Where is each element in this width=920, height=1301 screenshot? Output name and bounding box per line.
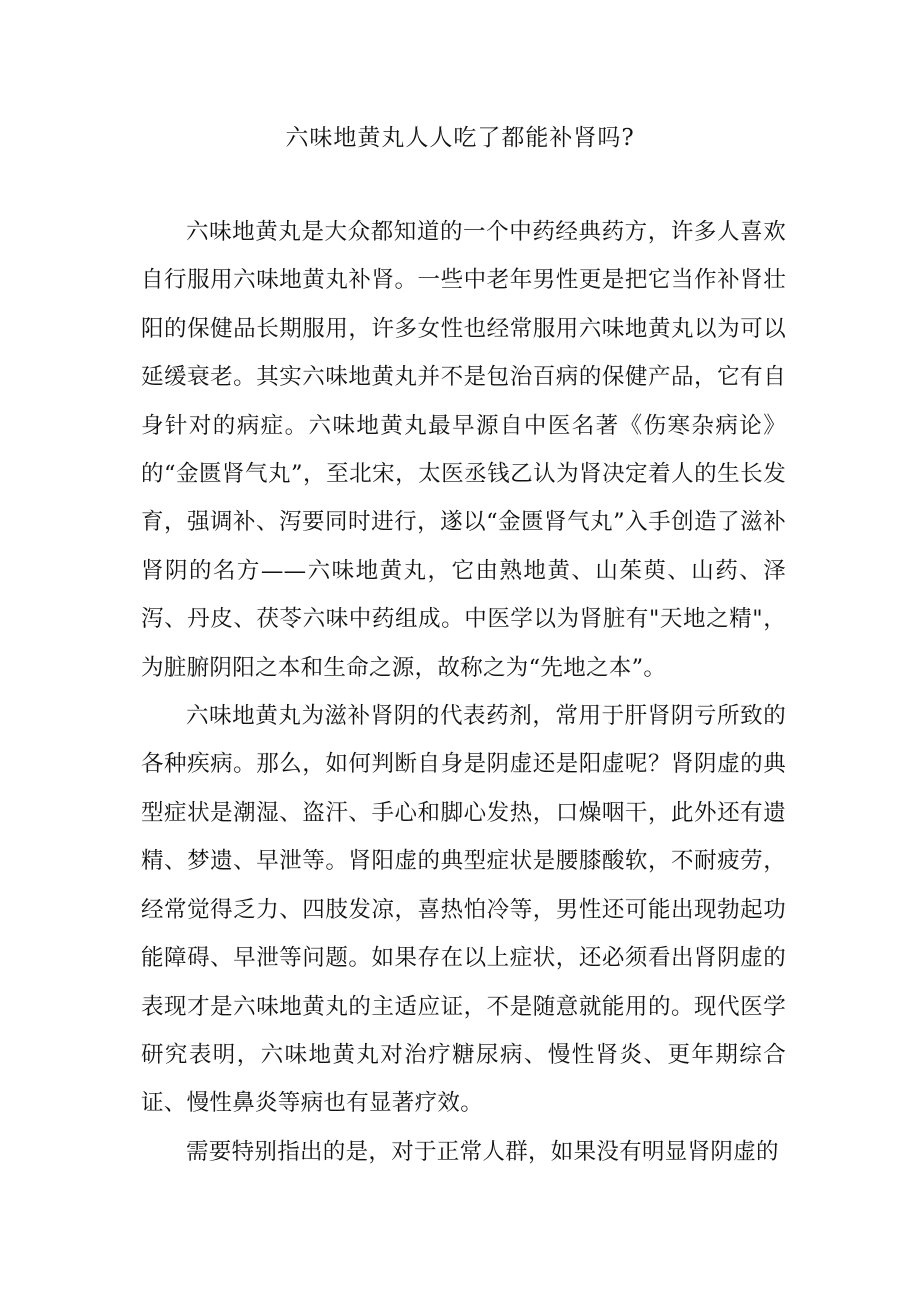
- article-body: [141, 208, 786, 1176]
- paragraph-1: 六味地黄丸是大众都知道的一个中药经典药方，许多人喜欢自行服用六味地黄丸补肾。一些中老年男性更是把它当作补肾壮阳的保健品长期服用，许多女性也经常服用六味地黄丸以为可以延缓衰老。其实六味地黄丸并不是包治百病的保健产品，它有自身针对的病症。六味地黄丸最早源自中医名著《伤寒杂病论》的“金匮肾气丸”，至北宋，太医丞钱乙认为肾决定着人的生长发育，强调补、泻要同时进行，遂以“金匮肾气丸”入手创造了滋补肾阴的名方——六味地黄丸，它由熟地黄、山茱萸、山药、泽泻、丹皮、茯苓六味中药组成。中医学以为肾脏有"天地之精"，为脏腑阴阳之本和生命之源，故称之为“先地之本”。: [141, 219, 786, 681]
- paragraph-3: 需要特别指出的是，对于正常人群，如果没有明显肾阴虚的: [186, 1138, 779, 1165]
- page-title: 六味地黄丸人人吃了都能补肾吗?: [285, 125, 635, 151]
- paragraph-2: 六味地黄丸为滋补肾阴的代表药剂，常用于肝肾阴亏所致的各种疾病。那么，如何判断自身是阴虚还是阳虚呢？肾阴虚的典型症状是潮湿、盗汗、手心和脚心发热，口燥咽干，此外还有遗精、梦遗、早泄等。肾阳虚的典型症状是腰膝酸软，不耐疲劳，经常觉得乏力、四肢发凉，喜热怕冷等，男性还可能出现勃起功能障碍、早泄等问题。如果存在以上症状，还必须看出肾阴虚的表现才是六味地黄丸的主适应证，不是随意就能用的。现代医学研究表明，六味地黄丸对治疗糖尿病、慢性肾炎、更年期综合证、慢性鼻炎等病也有显著疗效。: [141, 703, 786, 1117]
